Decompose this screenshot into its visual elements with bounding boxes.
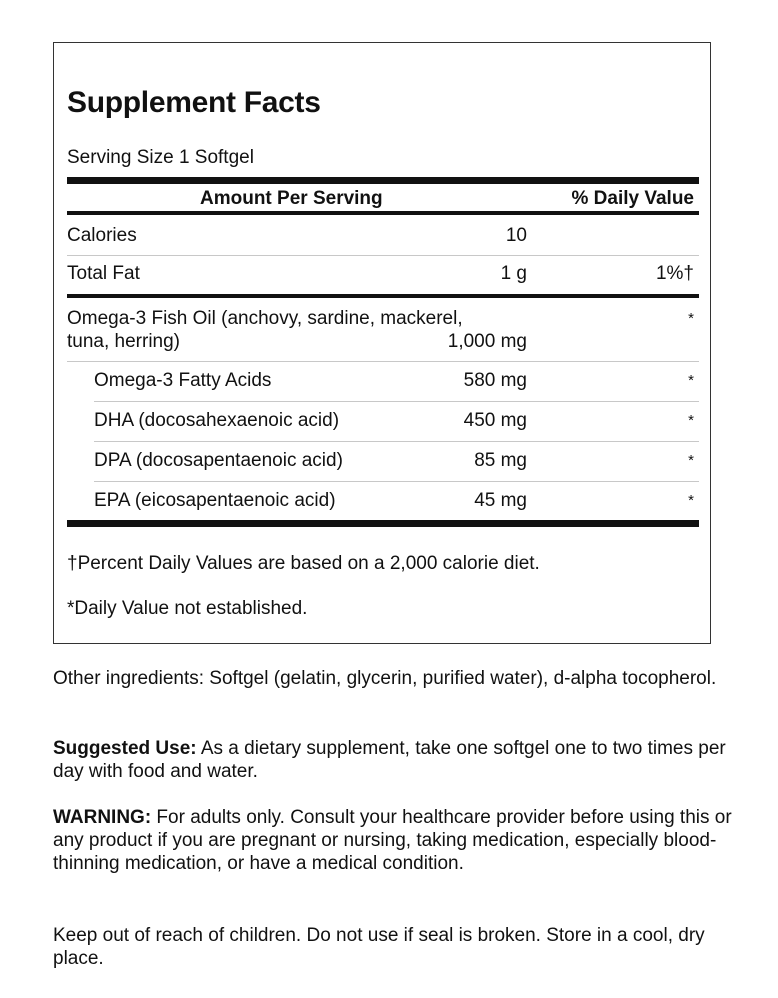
row-total-fat-amount: 1 g [500, 263, 527, 284]
row-dpa-name: DPA (docosapentaenoic acid) [94, 450, 343, 471]
header-amount-per-serving: Amount Per Serving [200, 188, 383, 209]
footnote-daily-values: †Percent Daily Values are based on a 2,000 calorie diet. [67, 553, 540, 574]
row-epa-amount: 45 mg [474, 490, 527, 511]
row-divider [67, 361, 699, 362]
warning [53, 806, 733, 875]
row-fish-oil-amount: 1,000 mg [447, 331, 527, 352]
row-fish-oil-name-line1: Omega-3 Fish Oil (anchovy, sardine, mackerel, [67, 308, 463, 329]
row-omega3-fatty-acids-amount: 580 mg [463, 370, 527, 391]
header-daily-value: % Daily Value [571, 188, 694, 209]
row-epa-name: EPA (eicosapentaenoic acid) [94, 490, 336, 511]
row-dha-dv: * [688, 412, 694, 429]
row-epa-dv: * [688, 492, 694, 509]
suggested-use-text: As a dietary supplement, take one softgel one to two times per day with food and water. [53, 738, 726, 782]
storage-instructions: Keep out of reach of children. Do not use if seal is broken. Store in a cool, dry place. [53, 925, 705, 969]
row-dpa-amount: 85 mg [474, 450, 527, 471]
row-calories-amount: 10 [505, 225, 527, 246]
row-divider [94, 401, 699, 402]
thick-divider-top [67, 177, 699, 184]
warning-text: For adults only. Consult your healthcare provider before using this or any product if you are pregnant or nursing, taking medication, especially blood-thinning medication, or have a medical condition. [53, 807, 732, 874]
row-calories-name: Calories [67, 225, 137, 246]
row-divider [94, 481, 699, 482]
footnote-not-established: *Daily Value not established. [67, 598, 308, 619]
thick-divider-bottom [67, 520, 699, 527]
warning-label: WARNING: [53, 807, 152, 828]
other-ingredients: Other ingredients: Softgel (gelatin, glycerin, purified water), d-alpha tocopherol. [53, 668, 717, 689]
suggested-use [53, 737, 733, 783]
suggested-use-label: Suggested Use: [53, 738, 197, 759]
row-divider [94, 441, 699, 442]
panel-title: Supplement Facts [67, 86, 321, 119]
row-omega3-fatty-acids-dv: * [688, 372, 694, 389]
row-total-fat-dv: 1%† [655, 263, 694, 284]
row-omega3-fatty-acids-name: Omega-3 Fatty Acids [94, 370, 272, 391]
thick-divider-middle [67, 294, 699, 298]
row-dha-amount: 450 mg [463, 410, 527, 431]
header-divider [67, 211, 699, 215]
row-fish-oil-name-line2: tuna, herring) [67, 331, 181, 352]
serving-size: Serving Size 1 Softgel [67, 147, 254, 168]
row-dha-name: DHA (docosahexaenoic acid) [94, 410, 340, 431]
row-fish-oil-dv: * [688, 310, 694, 327]
row-total-fat-name: Total Fat [67, 263, 140, 284]
supplement-facts-panel [53, 42, 711, 644]
row-divider [67, 255, 699, 256]
row-dpa-dv: * [688, 452, 694, 469]
